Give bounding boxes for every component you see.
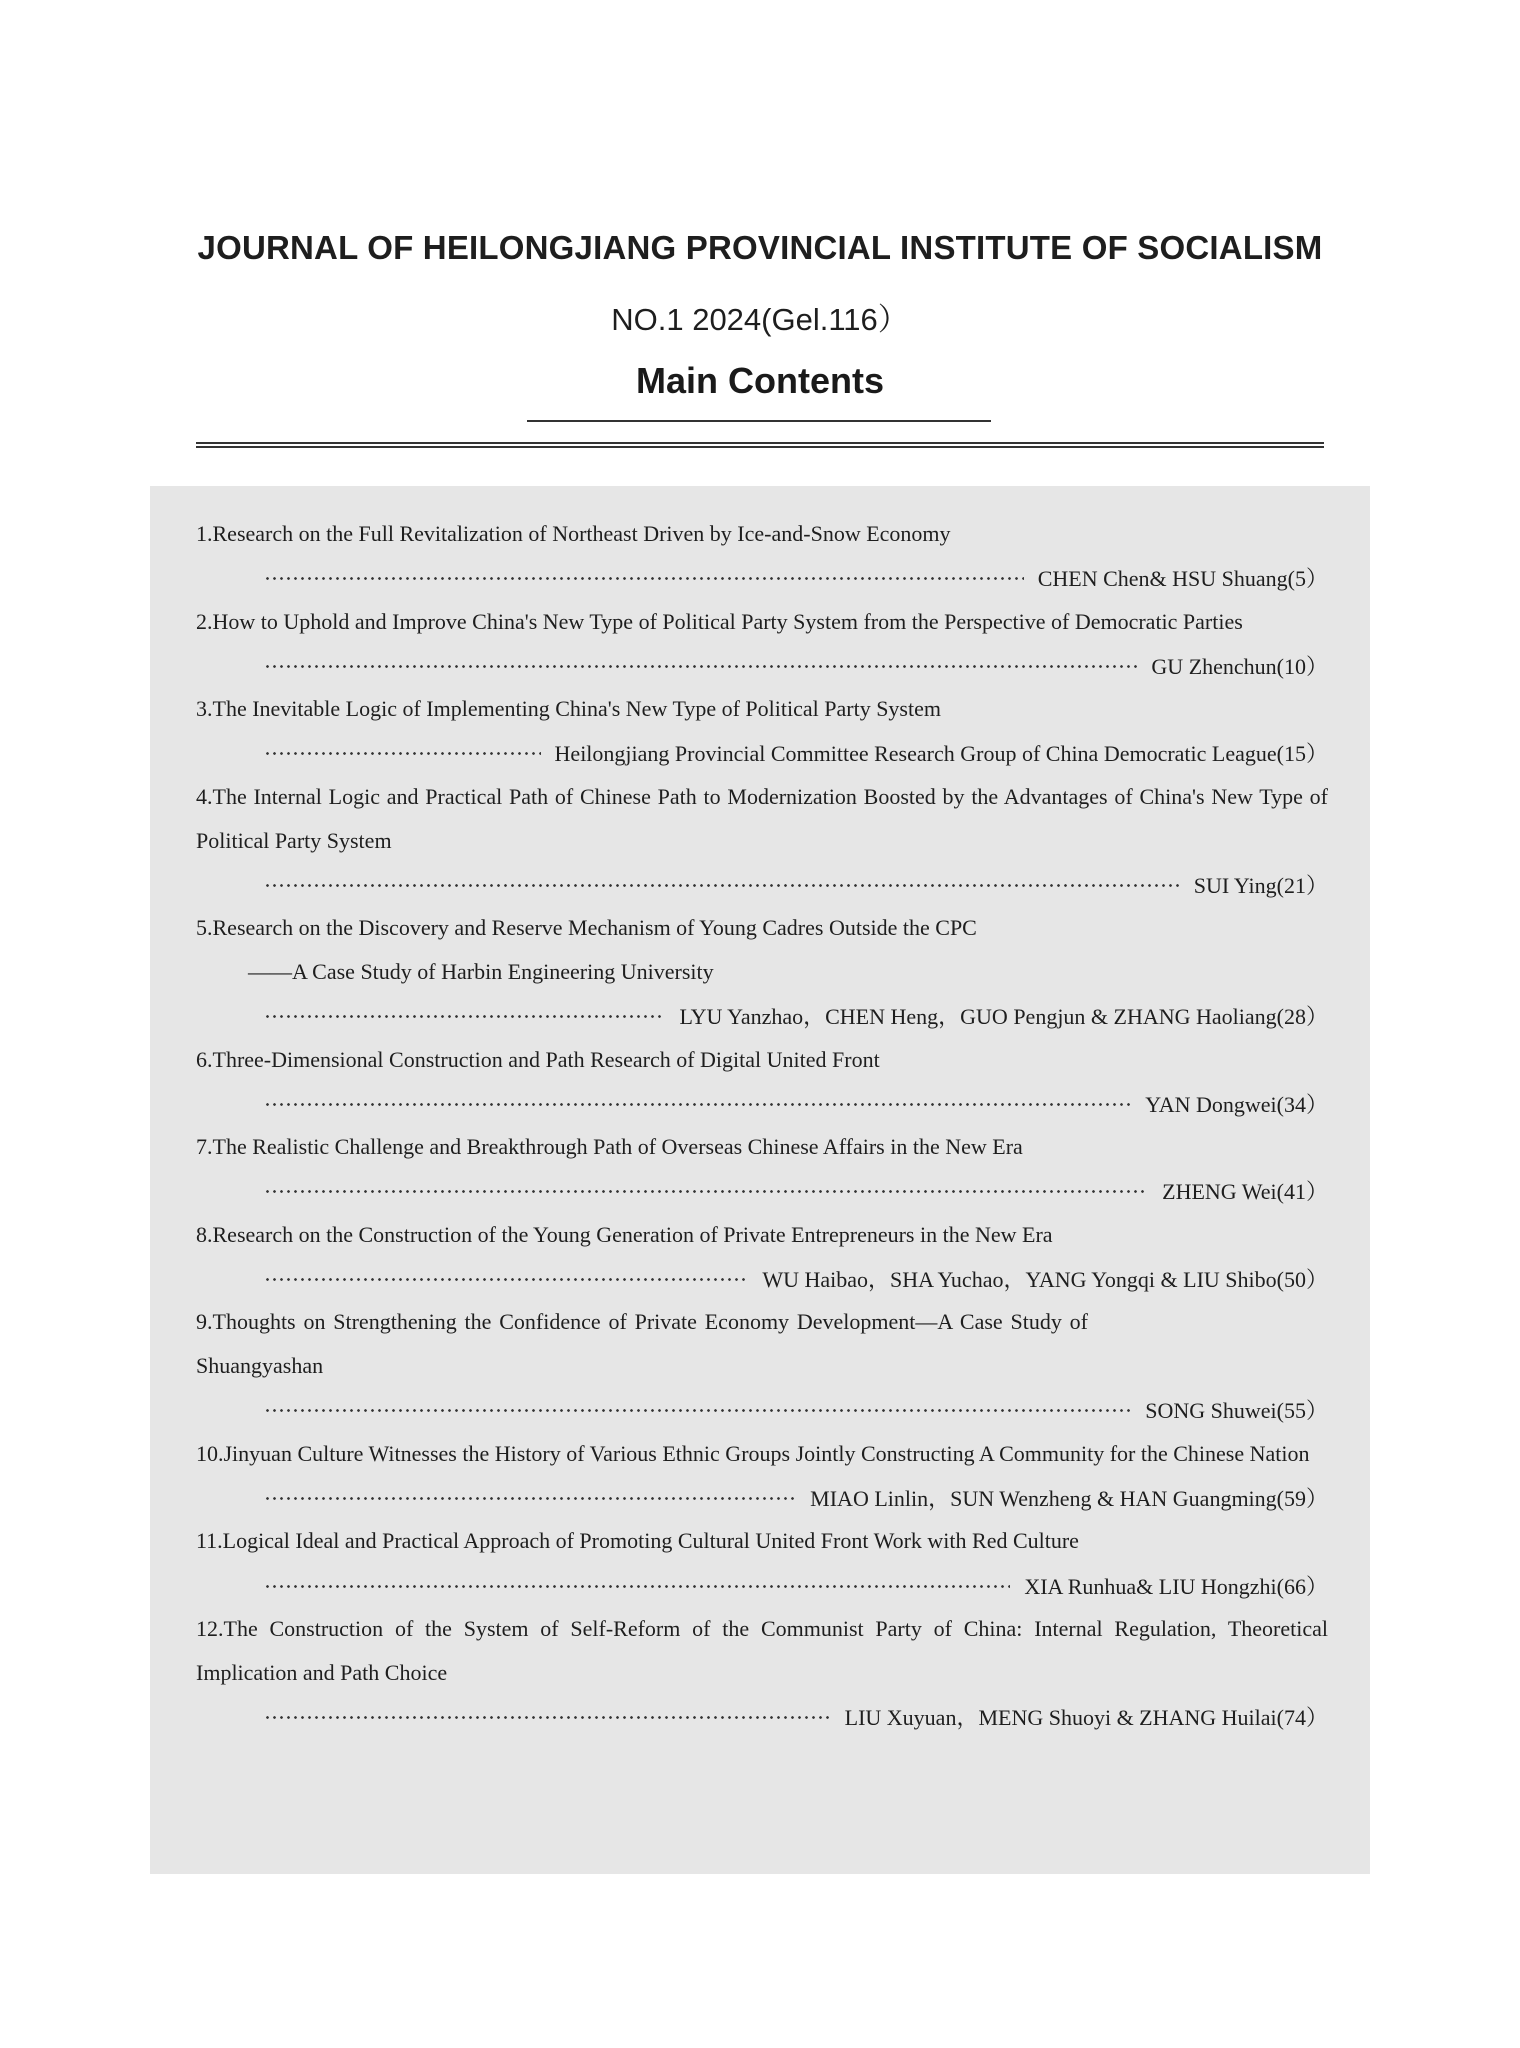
dot-leader [264,1190,1148,1193]
entry-leader-line [196,731,1328,775]
dot-leader [264,1103,1131,1106]
entry-title[interactable]: 9.Thoughts on Strengthening the Confidence of Private Economy Development—A Case Study of Shuangyashan [196,1309,1088,1379]
toc-entry[interactable] [196,687,1328,775]
entry-authors-page: CHEN Chen& HSU Shuang(5） [1037,566,1328,592]
entry-authors-page: XIA Runhua& LIU Hongzhi(66） [1024,1573,1328,1599]
table-of-contents [196,512,1328,1738]
dot-leader [264,1716,831,1719]
toc-entry[interactable] [196,906,1328,1037]
dot-leader [264,884,1180,887]
double-divider [196,442,1324,448]
toc-entry[interactable] [196,600,1328,688]
toc-entry[interactable] [196,1432,1328,1520]
entry-authors-page: YAN Dongwei(34） [1145,1091,1328,1117]
dot-leader [264,1497,796,1500]
entry-title[interactable]: 12.The Construction of the System of Self-Reform of the Communist Party of China: Internal Regulation, Theoretical Implication and Path Choice [196,1615,1328,1685]
entry-title[interactable]: 6.Three-Dimensional Construction and Path Research of Digital United Front [196,1046,880,1072]
toc-entry[interactable] [196,1300,1328,1431]
toc-entry[interactable] [196,1519,1328,1607]
entry-leader-line [196,1563,1328,1607]
entry-title[interactable]: 5.Research on the Discovery and Reserve Mechanism of Young Cadres Outside the CPC [196,915,977,941]
entry-title[interactable]: 2.How to Uphold and Improve China's New Type of Political Party System from the Perspective of Democratic Parties [196,608,1243,634]
toc-entry[interactable] [196,512,1328,600]
dot-leader [264,752,541,755]
dot-leader [264,1015,665,1018]
issue-number: NO.1 2024(Gel.116） [611,302,909,337]
entry-leader-line [196,1695,1328,1739]
entry-title[interactable]: 8.Research on the Construction of the Young Generation of Private Entrepreneurs in the New Era [196,1221,1053,1247]
entry-title[interactable]: 4.The Internal Logic and Practical Path of Chinese Path to Modernization Boosted by the Advantages of China's New Type of Political Party System [196,783,1328,853]
entry-leader-line [196,1257,1328,1301]
toc-entry[interactable] [196,1125,1328,1213]
toc-entry[interactable] [196,1213,1328,1301]
journal-title: JOURNAL OF HEILONGJIANG PROVINCIAL INSTITUTE OF SOCIALISM [197,229,1323,266]
entry-authors-page: LIU Xuyuan，MENG Shuoyi & ZHANG Huilai(74） [844,1704,1328,1730]
entry-subtitle: ——A Case Study of Harbin Engineering University [248,958,714,984]
entry-leader-line [196,643,1328,687]
toc-entry[interactable] [196,1607,1328,1738]
entry-authors-page: ZHENG Wei(41） [1162,1179,1328,1205]
dot-leader [264,577,1024,580]
entry-authors-page: SONG Shuwei(55） [1145,1398,1328,1424]
entry-leader-line [196,1388,1328,1432]
entry-leader-line [196,556,1328,600]
entry-authors-page: LYU Yanzhao，CHEN Heng，GUO Pengjun & ZHANG Haoliang(28） [679,1004,1328,1030]
entry-title[interactable]: 7.The Realistic Challenge and Breakthrough Path of Overseas Chinese Affairs in the New Era [196,1134,1023,1160]
entry-authors-page: MIAO Linlin，SUN Wenzheng & HAN Guangming(59） [810,1485,1328,1511]
entry-title[interactable]: 3.The Inevitable Logic of Implementing China's New Type of Political Party System [196,696,941,722]
entry-title[interactable]: 11.Logical Ideal and Practical Approach of Promoting Cultural United Front Work with Red Culture [196,1528,1079,1554]
entry-leader-line [196,1169,1328,1213]
dot-leader [264,665,1137,668]
entry-authors-page: GU Zhenchun(10） [1151,653,1328,679]
entry-leader-line [196,862,1328,906]
toc-entry[interactable] [196,775,1328,906]
dot-leader [264,1278,748,1281]
entry-leader-line [196,994,1328,1038]
entry-leader-line [196,1476,1328,1520]
contents-heading: Main Contents [636,360,884,401]
heading-underline [527,420,991,422]
entry-leader-line [196,1081,1328,1125]
toc-entry[interactable] [196,1038,1328,1126]
entry-authors-page: Heilongjiang Provincial Committee Research Group of China Democratic League(15） [554,741,1328,767]
entry-authors-page: WU Haibao，SHA Yuchao，YANG Yongqi & LIU Shibo(50） [762,1266,1328,1292]
dot-leader [264,1585,1010,1588]
entry-authors-page: SUI Ying(21） [1193,872,1328,898]
dot-leader [264,1409,1131,1412]
entry-title[interactable]: 1.Research on the Full Revitalization of Northeast Driven by Ice-and-Snow Economy [196,521,951,546]
contents-panel [150,486,1370,1874]
entry-title[interactable]: 10.Jinyuan Culture Witnesses the History of Various Ethnic Groups Jointly Constructing A Community for the Chinese Nation [196,1440,1310,1466]
